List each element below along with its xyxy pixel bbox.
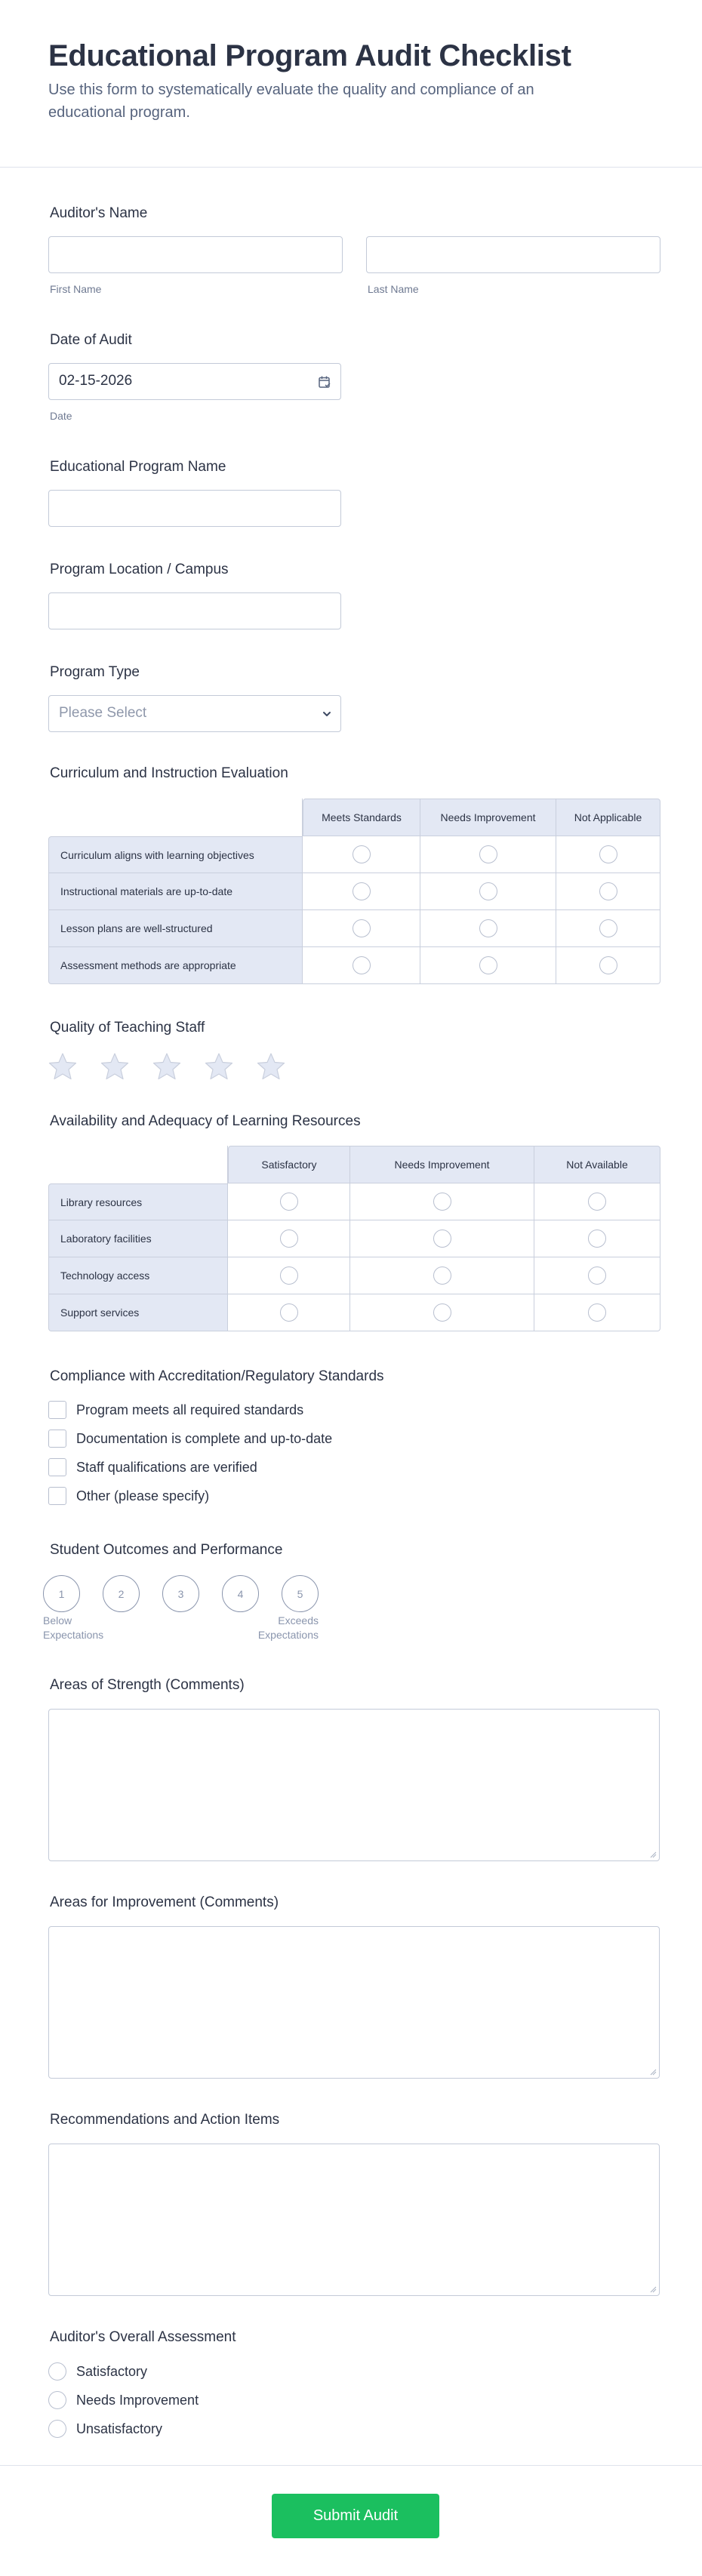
auditor-name-label: Auditor's Name — [50, 205, 148, 221]
resources-matrix — [48, 1146, 660, 1331]
radio-button[interactable] — [353, 845, 371, 863]
checkbox-option[interactable]: Other (please specify) — [48, 1486, 209, 1506]
checkbox-option[interactable]: Program meets all required standards — [48, 1400, 303, 1420]
radio-button[interactable] — [479, 882, 497, 900]
checkbox[interactable] — [48, 1430, 66, 1448]
matrix-row — [48, 1220, 660, 1257]
program-name-input[interactable] — [48, 490, 341, 527]
matrix-row — [48, 1294, 660, 1331]
compliance-label: Compliance with Accreditation/Regulatory Standards — [50, 1368, 384, 1384]
row-label: Instructional materials are up-to-date — [48, 873, 303, 910]
column-header: Satisfactory — [228, 1146, 350, 1183]
strengths-textarea[interactable] — [48, 1709, 660, 1861]
row-label: Laboratory facilities — [48, 1220, 228, 1257]
date-label: Date of Audit — [50, 332, 132, 348]
date-sublabel: Date — [50, 410, 72, 422]
radio-button[interactable] — [280, 1266, 298, 1285]
matrix-row — [48, 947, 660, 984]
column-header: Needs Improvement — [350, 1146, 534, 1183]
radio-button[interactable] — [599, 882, 617, 900]
radio-button[interactable] — [48, 2362, 66, 2381]
checkbox[interactable] — [48, 1401, 66, 1419]
matrix-row — [48, 873, 660, 910]
improvements-textarea[interactable] — [48, 1926, 660, 2079]
radio-button[interactable] — [48, 2420, 66, 2438]
program-name-label: Educational Program Name — [50, 459, 226, 475]
recommendations-label: Recommendations and Action Items — [50, 2112, 280, 2128]
calendar-icon[interactable] — [318, 375, 331, 389]
radio-button[interactable] — [588, 1303, 606, 1322]
matrix-row — [48, 836, 660, 873]
radio-button[interactable] — [433, 1230, 451, 1248]
radio-button[interactable] — [479, 919, 497, 937]
row-label: Technology access — [48, 1257, 228, 1294]
radio-button[interactable] — [588, 1193, 606, 1211]
scale-option-2[interactable]: 2 — [103, 1575, 140, 1612]
radio-button[interactable] — [599, 845, 617, 863]
matrix-row — [48, 1257, 660, 1294]
scale-max-caption: Exceeds Expectations — [257, 1614, 319, 1641]
resize-handle-icon[interactable] — [649, 2285, 657, 2293]
radio-button[interactable] — [280, 1230, 298, 1248]
row-label: Library resources — [48, 1183, 228, 1220]
overall-assessment-label: Auditor's Overall Assessment — [50, 2329, 236, 2345]
scale-option-4[interactable]: 4 — [222, 1575, 259, 1612]
checkbox[interactable] — [48, 1487, 66, 1505]
column-header: Needs Improvement — [420, 799, 556, 836]
program-location-input[interactable] — [48, 592, 341, 629]
last-name-input[interactable] — [366, 236, 660, 273]
radio-button[interactable] — [353, 882, 371, 900]
star-icon[interactable] — [100, 1051, 130, 1082]
resize-handle-icon[interactable] — [649, 1851, 657, 1858]
first-name-input[interactable] — [48, 236, 343, 273]
column-header: Not Applicable — [556, 799, 660, 836]
strengths-label: Areas of Strength (Comments) — [50, 1677, 245, 1693]
checkbox-option[interactable]: Staff qualifications are verified — [48, 1457, 257, 1477]
scale-option-1[interactable]: 1 — [43, 1575, 80, 1612]
chevron-down-icon — [321, 708, 333, 720]
checkbox-option[interactable]: Documentation is complete and up-to-date — [48, 1429, 332, 1448]
row-label: Curriculum aligns with learning objectives — [48, 836, 303, 873]
improvements-label: Areas for Improvement (Comments) — [50, 1894, 279, 1910]
footer-divider — [0, 2465, 702, 2466]
curriculum-label: Curriculum and Instruction Evaluation — [50, 765, 288, 781]
radio-button[interactable] — [280, 1193, 298, 1211]
star-icon[interactable] — [256, 1051, 286, 1082]
teaching-quality-label: Quality of Teaching Staff — [50, 1020, 205, 1036]
radio-option[interactable]: Unsatisfactory — [48, 2419, 162, 2439]
student-outcomes-label: Student Outcomes and Performance — [50, 1542, 283, 1558]
star-icon[interactable] — [152, 1051, 182, 1082]
checkbox[interactable] — [48, 1458, 66, 1476]
radio-option[interactable]: Satisfactory — [48, 2362, 147, 2381]
radio-button[interactable] — [433, 1266, 451, 1285]
column-header: Meets Standards — [303, 799, 420, 836]
radio-button[interactable] — [599, 919, 617, 937]
recommendations-textarea[interactable] — [48, 2144, 660, 2296]
radio-button[interactable] — [599, 956, 617, 974]
radio-button[interactable] — [479, 845, 497, 863]
form-title: Educational Program Audit Checklist — [48, 39, 571, 72]
date-input[interactable] — [48, 363, 341, 400]
star-icon[interactable] — [204, 1051, 234, 1082]
date-value: 02-15-2026 — [59, 373, 133, 389]
radio-option[interactable]: Needs Improvement — [48, 2390, 199, 2410]
radio-button[interactable] — [280, 1303, 298, 1322]
matrix-row — [48, 1183, 660, 1220]
program-type-select[interactable] — [48, 695, 341, 732]
row-label: Lesson plans are well-structured — [48, 910, 303, 947]
radio-button[interactable] — [353, 919, 371, 937]
curriculum-matrix — [48, 799, 660, 984]
resources-label: Availability and Adequacy of Learning Resources — [50, 1113, 361, 1129]
scale-option-5[interactable]: 5 — [282, 1575, 319, 1612]
column-header: Not Available — [534, 1146, 660, 1183]
program-type-label: Program Type — [50, 664, 140, 680]
radio-button[interactable] — [433, 1303, 451, 1322]
radio-button[interactable] — [588, 1230, 606, 1248]
header-divider — [0, 167, 702, 168]
radio-button[interactable] — [433, 1193, 451, 1211]
radio-button[interactable] — [588, 1266, 606, 1285]
scale-option-3[interactable]: 3 — [162, 1575, 199, 1612]
first-name-sublabel: First Name — [50, 283, 102, 295]
form-subtitle: Use this form to systematically evaluate the quality and compliance of an educational program. — [48, 82, 534, 121]
radio-button[interactable] — [48, 2391, 66, 2409]
row-label: Assessment methods are appropriate — [48, 947, 303, 984]
scale-min-caption: Below Expectations — [43, 1614, 104, 1641]
star-icon[interactable] — [48, 1051, 78, 1082]
program-type-placeholder: Please Select — [59, 705, 147, 721]
last-name-sublabel: Last Name — [368, 283, 419, 295]
row-label: Support services — [48, 1294, 228, 1331]
matrix-row — [48, 910, 660, 947]
resize-handle-icon[interactable] — [649, 2068, 657, 2076]
radio-button[interactable] — [353, 956, 371, 974]
program-location-label: Program Location / Campus — [50, 562, 229, 577]
submit-button[interactable]: Submit Audit — [272, 2494, 439, 2538]
radio-button[interactable] — [479, 956, 497, 974]
